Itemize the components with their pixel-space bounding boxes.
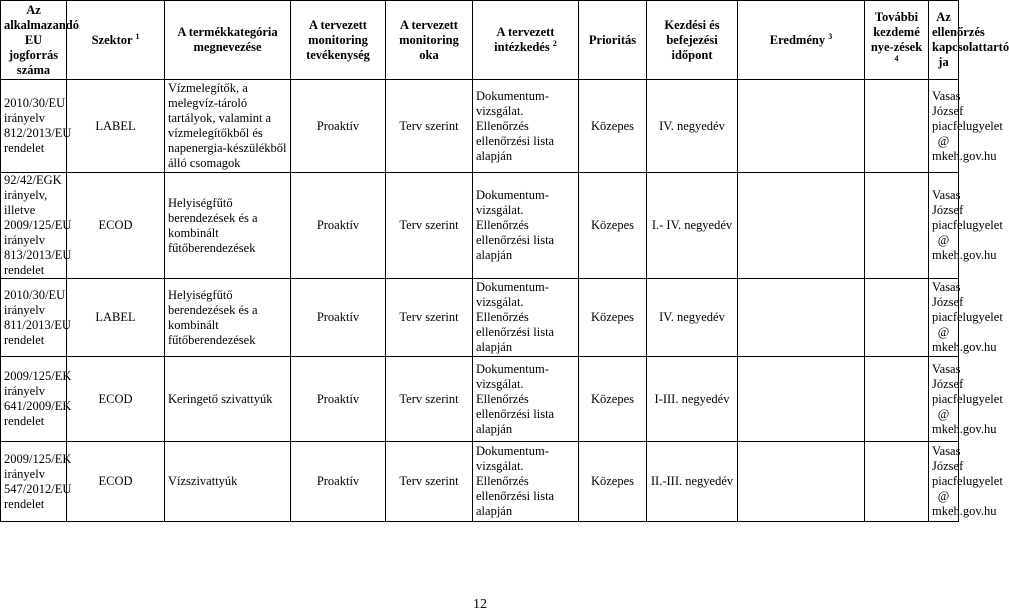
cell-intezkedes: Dokumentum-vizsgálat. Ellenőrzés ellenőrzési lista alapján xyxy=(473,80,579,173)
cell-oka: Terv szerint xyxy=(386,357,473,442)
header-row xyxy=(1,1,959,80)
cell-idopont: II.-III. negyedév xyxy=(647,442,738,522)
cell-tovabbi xyxy=(865,442,929,522)
header-szektor: Szektor $^1$ xyxy=(67,1,165,80)
header-tevekenyseg: A tervezett monitoring tevékenység xyxy=(291,1,386,80)
cell-szektor: ECOD xyxy=(67,357,165,442)
cell-oka: Terv szerint xyxy=(386,279,473,357)
cell-eredmeny xyxy=(738,173,865,279)
table-row xyxy=(1,357,959,442)
header-eredmeny: Eredmény $^3$ xyxy=(738,1,865,80)
cell-jogforras: 2010/30/EU irányelv 812/2013/EU rendelet xyxy=(1,80,67,173)
cell-idopont: I-III. negyedév xyxy=(647,357,738,442)
table-row xyxy=(1,279,959,357)
header-kapcsolattarto: Az ellenőrzés kapcsolattartó ja xyxy=(929,1,959,80)
footnote-4: 4 xyxy=(894,53,899,63)
cell-tevekenyseg: Proaktív xyxy=(291,80,386,173)
cell-oka: Terv szerint xyxy=(386,173,473,279)
cell-prioritas: Közepes xyxy=(579,80,647,173)
cell-szektor: ECOD xyxy=(67,173,165,279)
cell-eredmeny xyxy=(738,442,865,522)
cell-kapcsolat: Vasas József piacfelugyelet @ mkeh.gov.hu xyxy=(929,173,959,279)
footnote-1: 1 xyxy=(135,31,140,41)
cell-intezkedes: Dokumentum-vizsgálat. Ellenőrzés ellenőrzési lista alapján xyxy=(473,442,579,522)
cell-jogforras: 2009/125/EK irányelv 547/2012/EU rendelet xyxy=(1,442,67,522)
cell-intezkedes: Dokumentum-vizsgálat. Ellenőrzés ellenőrzési lista alapján xyxy=(473,357,579,442)
cell-jogforras: 92/42/EGK irányelv, illetve 2009/125/EU irányelv 813/2013/EU rendelet xyxy=(1,173,67,279)
header-jogforras: Az alkalmazandó EU jogforrás száma xyxy=(1,1,67,80)
cell-idopont: IV. negyedév xyxy=(647,279,738,357)
cell-jogforras: 2009/125/EK irányelv 641/2009/EK rendelet xyxy=(1,357,67,442)
cell-oka: Terv szerint xyxy=(386,80,473,173)
cell-eredmeny xyxy=(738,357,865,442)
footnote-2: 2 xyxy=(552,38,557,48)
header-prioritas: Prioritás xyxy=(579,1,647,80)
footnote-3: 3 xyxy=(828,31,833,41)
cell-tovabbi xyxy=(865,357,929,442)
cell-idopont: IV. negyedév xyxy=(647,80,738,173)
cell-szektor: ECOD xyxy=(67,442,165,522)
cell-termek: Helyiségfűtő berendezések és a kombinált fűtőberendezések xyxy=(165,173,291,279)
cell-tevekenyseg: Proaktív xyxy=(291,357,386,442)
page-number: 12 xyxy=(473,597,487,612)
cell-tevekenyseg: Proaktív xyxy=(291,442,386,522)
cell-szektor: LABEL xyxy=(67,279,165,357)
cell-prioritas: Közepes xyxy=(579,357,647,442)
cell-jogforras: 2010/30/EU irányelv 811/2013/EU rendelet xyxy=(1,279,67,357)
table-row xyxy=(1,173,959,279)
header-intezkedes: A tervezett intézkedés $^2$ xyxy=(473,1,579,80)
cell-termek: Vízszivattyúk xyxy=(165,442,291,522)
cell-termek: Helyiségfűtő berendezések és a kombinált fűtőberendezések xyxy=(165,279,291,357)
table-row xyxy=(1,80,959,173)
cell-intezkedes: Dokumentum-vizsgálat. Ellenőrzés ellenőrzési lista alapján xyxy=(473,173,579,279)
cell-szektor: LABEL xyxy=(67,80,165,173)
cell-prioritas: Közepes xyxy=(579,442,647,522)
cell-oka: Terv szerint xyxy=(386,442,473,522)
cell-tovabbi xyxy=(865,279,929,357)
cell-tevekenyseg: Proaktív xyxy=(291,173,386,279)
cell-kapcsolat: Vasas József piacfelugyelet @ mkeh.gov.hu xyxy=(929,442,959,522)
cell-termek: Keringető szivattyúk xyxy=(165,357,291,442)
cell-kapcsolat: Vasas József piacfelugyelet @ mkeh.gov.hu xyxy=(929,279,959,357)
header-termekkategoria: A termékkategória megnevezése xyxy=(165,1,291,80)
header-oka: A tervezett monitoring oka xyxy=(386,1,473,80)
cell-tevekenyseg: Proaktív xyxy=(291,279,386,357)
cell-intezkedes: Dokumentum-vizsgálat. Ellenőrzés ellenőrzési lista alapján xyxy=(473,279,579,357)
cell-prioritas: Közepes xyxy=(579,279,647,357)
cell-kapcsolat: Vasas József piacfelugyelet @ mkeh.gov.hu xyxy=(929,357,959,442)
header-idopont: Kezdési és befejezési időpont xyxy=(647,1,738,80)
cell-termek: Vízmelegítők, a melegvíz-tároló tartályok, valamint a vízmelegítőkből és napenergia-készülékből álló csomagok xyxy=(165,80,291,173)
cell-tovabbi xyxy=(865,80,929,173)
cell-tovabbi xyxy=(865,173,929,279)
table-row xyxy=(1,442,959,522)
cell-kapcsolat: Vasas József piacfelugyelet @ mkeh.gov.hu xyxy=(929,80,959,173)
cell-prioritas: Közepes xyxy=(579,173,647,279)
cell-idopont: I.- IV. negyedév xyxy=(647,173,738,279)
cell-eredmeny xyxy=(738,279,865,357)
cell-eredmeny xyxy=(738,80,865,173)
header-tovabbi: További kezdemé nye-zések $^4$ xyxy=(865,1,929,80)
